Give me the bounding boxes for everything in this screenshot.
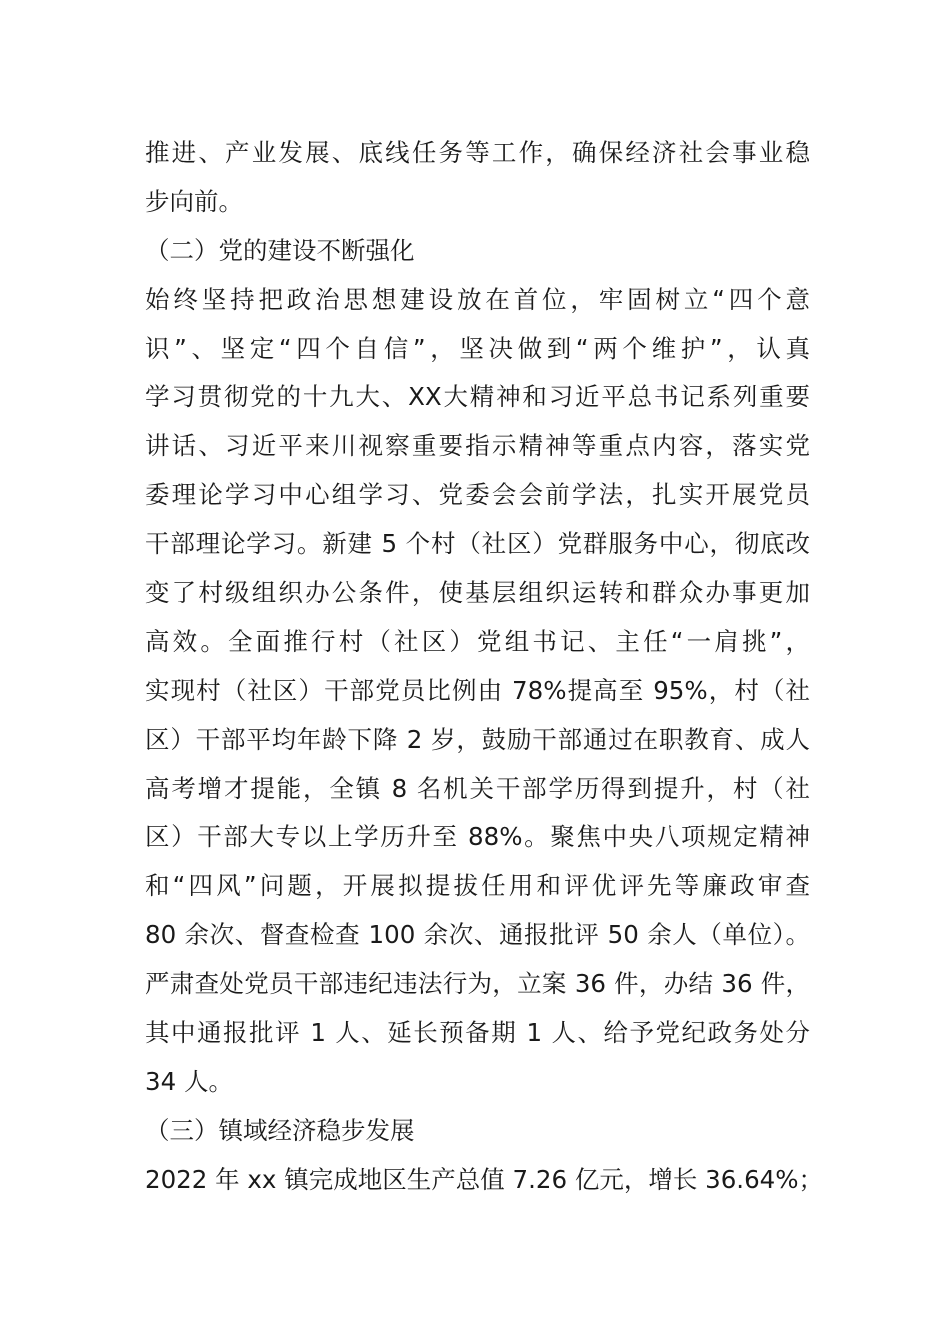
text-line: 其中通报批评 1 人、延长预备期 1 人、给予党纪政务处分	[145, 1018, 810, 1048]
text-line: 学习贯彻党的十九大、XX大精神和习近平总书记系列重要	[145, 382, 810, 412]
text-line: 80 余次、督查检查 100 余次、通报批评 50 余人（单位）。	[145, 920, 810, 950]
text-line: 高考增才提能，全镇 8 名机关干部学历得到提升，村（社	[145, 773, 810, 803]
text-line: 34 人。	[145, 1066, 233, 1096]
text-line: 始终坚持把政治思想建设放在首位，牢固树立“四个意	[145, 284, 810, 314]
text-line: 委理论学习中心组学习、党委会会前学法，扎实开展党员	[145, 480, 810, 510]
text-line: 干部理论学习。新建 5 个村（社区）党群服务中心，彻底改	[145, 529, 810, 559]
text-line: 讲话、习近平来川视察重要指示精神等重点内容，落实党	[145, 431, 810, 461]
text-line: 变了村级组织办公条件，使基层组织运转和群众办事更加	[145, 578, 810, 608]
text-line: 高效。全面推行村（社区）党组书记、主任“一肩挑”，	[145, 626, 810, 656]
section-heading: （三）镇域经济稳步发展	[145, 1115, 415, 1145]
text-line: 区）干部大专以上学历升至 88%。聚焦中央八项规定精神	[145, 822, 810, 852]
text-line: 2022 年 xx 镇完成地区生产总值 7.26 亿元，增长 36.64%；	[145, 1164, 824, 1194]
document-body	[145, 129, 824, 1205]
text-line: 推进、产业发展、底线任务等工作，确保经济社会事业稳	[145, 138, 810, 167]
text-line: 和“四风”问题，开展拟提拔任用和评优评先等廉政审查	[145, 871, 810, 901]
text-line: 识”、坚定“四个自信”，坚决做到“两个维护”，认真	[145, 333, 810, 363]
text-line: 实现村（社区）干部党员比例由 78%提高至 95%，村（社	[145, 675, 810, 705]
section-heading: （二）党的建设不断强化	[145, 235, 415, 265]
text-line: 严肃查处党员干部违纪违法行为，立案 36 件，办结 36 件，	[145, 969, 810, 999]
text-line: 步向前。	[145, 186, 243, 216]
text-line: 区）干部平均年龄下降 2 岁，鼓励干部通过在职教育、成人	[145, 724, 810, 754]
